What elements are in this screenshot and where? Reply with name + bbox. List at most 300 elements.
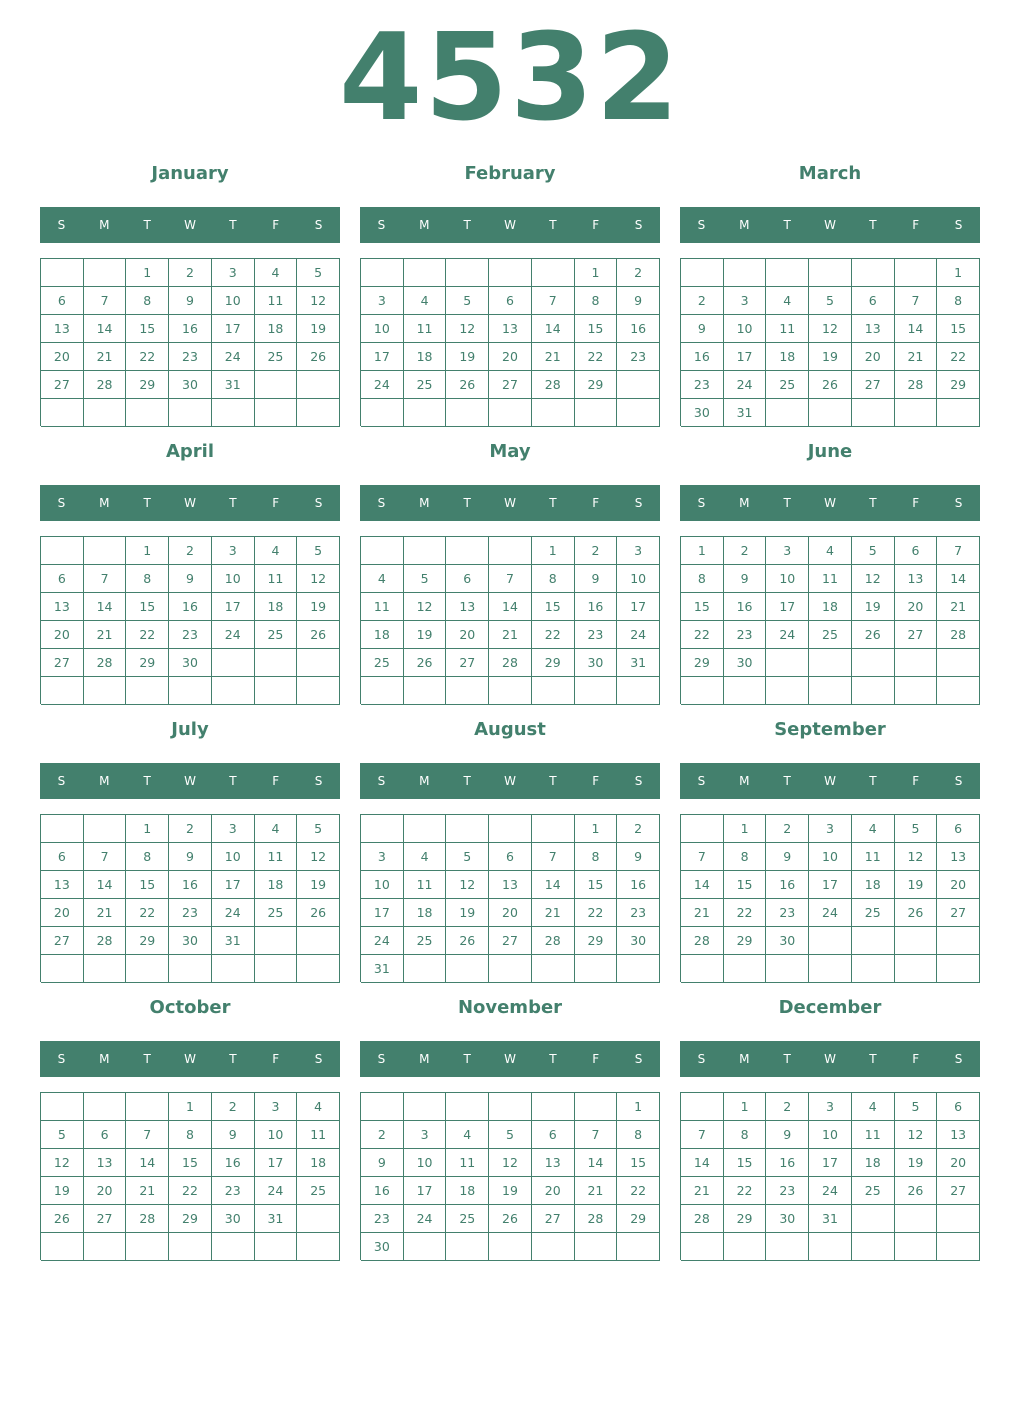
day-cell: 15 bbox=[575, 871, 618, 899]
empty-cell bbox=[681, 1093, 724, 1121]
weekday-label: S bbox=[697, 218, 706, 232]
empty-cell bbox=[937, 955, 980, 983]
empty-cell bbox=[84, 1233, 127, 1261]
weekday-label: M bbox=[99, 774, 110, 788]
empty-cell bbox=[809, 649, 852, 677]
empty-cell bbox=[255, 677, 298, 705]
empty-cell bbox=[212, 649, 255, 677]
day-cell: 22 bbox=[126, 343, 169, 371]
empty-cell bbox=[852, 677, 895, 705]
empty-cell bbox=[575, 1233, 618, 1261]
day-cell: 24 bbox=[766, 621, 809, 649]
month-name: September bbox=[774, 719, 886, 740]
day-cell: 28 bbox=[84, 649, 127, 677]
empty-cell bbox=[404, 815, 447, 843]
day-cell: 20 bbox=[41, 899, 84, 927]
day-cell: 27 bbox=[937, 1177, 980, 1205]
empty-cell bbox=[169, 1233, 212, 1261]
empty-cell bbox=[255, 371, 298, 399]
day-cell: 11 bbox=[852, 1121, 895, 1149]
day-cell: 10 bbox=[255, 1121, 298, 1149]
day-cell: 30 bbox=[575, 649, 618, 677]
day-cell: 1 bbox=[532, 537, 575, 565]
day-cell: 6 bbox=[41, 843, 84, 871]
day-cell: 18 bbox=[404, 343, 447, 371]
day-cell: 12 bbox=[852, 565, 895, 593]
day-cell: 11 bbox=[809, 565, 852, 593]
weekday-label: T bbox=[143, 1052, 151, 1066]
day-cell: 16 bbox=[766, 871, 809, 899]
day-cell: 26 bbox=[852, 621, 895, 649]
weekday-label: M bbox=[739, 218, 750, 232]
day-cell: 13 bbox=[532, 1149, 575, 1177]
day-cell: 20 bbox=[41, 621, 84, 649]
day-cell: 30 bbox=[212, 1205, 255, 1233]
day-cell: 3 bbox=[361, 287, 404, 315]
weekday-label: M bbox=[419, 774, 430, 788]
day-grid bbox=[360, 536, 660, 704]
day-cell: 19 bbox=[297, 315, 340, 343]
day-cell: 17 bbox=[255, 1149, 298, 1177]
day-cell: 16 bbox=[617, 315, 660, 343]
day-cell: 13 bbox=[84, 1149, 127, 1177]
day-cell: 24 bbox=[724, 371, 767, 399]
day-cell: 7 bbox=[126, 1121, 169, 1149]
day-cell: 26 bbox=[297, 343, 340, 371]
day-cell: 3 bbox=[255, 1093, 298, 1121]
day-cell: 10 bbox=[809, 843, 852, 871]
empty-cell bbox=[84, 1093, 127, 1121]
day-cell: 22 bbox=[724, 1177, 767, 1205]
day-cell: 22 bbox=[724, 899, 767, 927]
day-cell: 26 bbox=[446, 927, 489, 955]
day-cell: 9 bbox=[169, 565, 212, 593]
day-cell: 18 bbox=[297, 1149, 340, 1177]
day-cell: 20 bbox=[937, 871, 980, 899]
day-cell: 8 bbox=[575, 843, 618, 871]
day-cell: 28 bbox=[532, 927, 575, 955]
day-cell: 5 bbox=[895, 815, 938, 843]
empty-cell bbox=[724, 259, 767, 287]
weekday-label: W bbox=[184, 1052, 196, 1066]
day-cell: 13 bbox=[41, 593, 84, 621]
empty-cell bbox=[809, 927, 852, 955]
day-cell: 23 bbox=[212, 1177, 255, 1205]
day-cell: 5 bbox=[297, 815, 340, 843]
empty-cell bbox=[532, 677, 575, 705]
day-cell: 20 bbox=[532, 1177, 575, 1205]
day-cell: 25 bbox=[297, 1177, 340, 1205]
day-cell: 5 bbox=[809, 287, 852, 315]
day-cell: 21 bbox=[126, 1177, 169, 1205]
day-cell: 27 bbox=[41, 371, 84, 399]
day-cell: 13 bbox=[446, 593, 489, 621]
day-cell: 14 bbox=[84, 871, 127, 899]
weekday-label: W bbox=[824, 496, 836, 510]
empty-cell bbox=[489, 1233, 532, 1261]
weekday-label: S bbox=[634, 218, 643, 232]
day-cell: 5 bbox=[404, 565, 447, 593]
weekday-label: S bbox=[634, 496, 643, 510]
day-cell: 14 bbox=[937, 565, 980, 593]
day-cell: 17 bbox=[361, 899, 404, 927]
day-cell: 10 bbox=[212, 287, 255, 315]
day-cell: 11 bbox=[852, 843, 895, 871]
empty-cell bbox=[489, 955, 532, 983]
empty-cell bbox=[255, 649, 298, 677]
day-cell: 6 bbox=[84, 1121, 127, 1149]
day-cell: 29 bbox=[169, 1205, 212, 1233]
day-cell: 7 bbox=[532, 843, 575, 871]
month-name: April bbox=[165, 441, 215, 462]
empty-cell bbox=[446, 1233, 489, 1261]
day-cell: 21 bbox=[681, 1177, 724, 1205]
day-cell: 2 bbox=[169, 537, 212, 565]
empty-cell bbox=[361, 677, 404, 705]
day-cell: 21 bbox=[532, 343, 575, 371]
day-cell: 8 bbox=[937, 287, 980, 315]
day-cell: 16 bbox=[766, 1149, 809, 1177]
empty-cell bbox=[766, 399, 809, 427]
month-name: October bbox=[149, 997, 231, 1018]
empty-cell bbox=[361, 537, 404, 565]
empty-cell bbox=[809, 677, 852, 705]
day-cell: 21 bbox=[84, 343, 127, 371]
empty-cell bbox=[895, 677, 938, 705]
day-cell: 20 bbox=[41, 343, 84, 371]
day-cell: 10 bbox=[724, 315, 767, 343]
day-cell: 28 bbox=[489, 649, 532, 677]
day-cell: 23 bbox=[617, 343, 660, 371]
day-cell: 10 bbox=[361, 871, 404, 899]
day-cell: 14 bbox=[84, 315, 127, 343]
day-cell: 30 bbox=[617, 927, 660, 955]
weekday-label: S bbox=[57, 496, 66, 510]
weekday-label: W bbox=[184, 774, 196, 788]
weekday-label: S bbox=[954, 774, 963, 788]
weekday-label: T bbox=[783, 1052, 791, 1066]
day-cell: 4 bbox=[852, 815, 895, 843]
day-cell: 28 bbox=[532, 371, 575, 399]
day-cell: 17 bbox=[809, 1149, 852, 1177]
day-cell: 19 bbox=[297, 871, 340, 899]
weekday-label: W bbox=[504, 774, 516, 788]
day-cell: 10 bbox=[809, 1121, 852, 1149]
day-cell: 21 bbox=[489, 621, 532, 649]
empty-cell bbox=[404, 677, 447, 705]
weekday-label: S bbox=[377, 774, 386, 788]
day-cell: 3 bbox=[766, 537, 809, 565]
empty-cell bbox=[169, 677, 212, 705]
day-cell: 12 bbox=[489, 1149, 532, 1177]
empty-cell bbox=[41, 1093, 84, 1121]
weekday-header bbox=[360, 485, 660, 521]
weekday-label: T bbox=[463, 496, 471, 510]
day-cell: 16 bbox=[681, 343, 724, 371]
day-grid bbox=[680, 536, 980, 704]
day-cell: 31 bbox=[617, 649, 660, 677]
day-cell: 24 bbox=[212, 343, 255, 371]
day-cell: 23 bbox=[361, 1205, 404, 1233]
weekday-label: W bbox=[504, 496, 516, 510]
day-cell: 1 bbox=[575, 259, 618, 287]
day-cell: 7 bbox=[681, 843, 724, 871]
day-cell: 27 bbox=[489, 927, 532, 955]
day-cell: 7 bbox=[937, 537, 980, 565]
day-grid bbox=[680, 814, 980, 982]
day-cell: 25 bbox=[404, 371, 447, 399]
empty-cell bbox=[809, 1233, 852, 1261]
weekday-label: T bbox=[549, 774, 557, 788]
day-cell: 16 bbox=[575, 593, 618, 621]
weekday-header bbox=[40, 207, 340, 243]
empty-cell bbox=[41, 955, 84, 983]
day-cell: 17 bbox=[809, 871, 852, 899]
day-cell: 20 bbox=[489, 899, 532, 927]
day-cell: 22 bbox=[575, 899, 618, 927]
day-cell: 12 bbox=[895, 1121, 938, 1149]
month-name: November bbox=[457, 997, 563, 1018]
weekday-label: W bbox=[824, 218, 836, 232]
empty-cell bbox=[617, 677, 660, 705]
weekday-label: M bbox=[99, 1052, 110, 1066]
empty-cell bbox=[766, 1233, 809, 1261]
day-cell: 23 bbox=[617, 899, 660, 927]
day-cell: 28 bbox=[575, 1205, 618, 1233]
day-cell: 6 bbox=[895, 537, 938, 565]
empty-cell bbox=[895, 399, 938, 427]
day-cell: 12 bbox=[297, 287, 340, 315]
day-cell: 10 bbox=[617, 565, 660, 593]
empty-cell bbox=[41, 677, 84, 705]
empty-cell bbox=[852, 1233, 895, 1261]
day-cell: 9 bbox=[617, 287, 660, 315]
day-cell: 21 bbox=[84, 621, 127, 649]
day-cell: 1 bbox=[937, 259, 980, 287]
day-cell: 2 bbox=[361, 1121, 404, 1149]
day-cell: 3 bbox=[617, 537, 660, 565]
weekday-label: T bbox=[143, 496, 151, 510]
empty-cell bbox=[84, 399, 127, 427]
day-cell: 5 bbox=[297, 537, 340, 565]
day-cell: 29 bbox=[724, 927, 767, 955]
weekday-label: M bbox=[739, 774, 750, 788]
day-cell: 26 bbox=[895, 1177, 938, 1205]
weekday-label: S bbox=[954, 218, 963, 232]
empty-cell bbox=[255, 399, 298, 427]
day-cell: 16 bbox=[169, 593, 212, 621]
day-cell: 2 bbox=[169, 815, 212, 843]
day-cell: 22 bbox=[575, 343, 618, 371]
day-cell: 24 bbox=[617, 621, 660, 649]
day-cell: 31 bbox=[255, 1205, 298, 1233]
day-cell: 19 bbox=[446, 343, 489, 371]
day-cell: 19 bbox=[895, 871, 938, 899]
day-cell: 9 bbox=[361, 1149, 404, 1177]
day-cell: 24 bbox=[404, 1205, 447, 1233]
day-cell: 29 bbox=[681, 649, 724, 677]
empty-cell bbox=[446, 537, 489, 565]
empty-cell bbox=[937, 677, 980, 705]
empty-cell bbox=[681, 955, 724, 983]
day-cell: 4 bbox=[255, 259, 298, 287]
weekday-label: T bbox=[463, 218, 471, 232]
day-cell: 11 bbox=[404, 315, 447, 343]
weekday-label: F bbox=[592, 774, 600, 788]
empty-cell bbox=[809, 955, 852, 983]
day-cell: 7 bbox=[84, 565, 127, 593]
day-cell: 15 bbox=[681, 593, 724, 621]
weekday-label: F bbox=[912, 774, 920, 788]
day-cell: 18 bbox=[404, 899, 447, 927]
empty-cell bbox=[212, 955, 255, 983]
empty-cell bbox=[404, 259, 447, 287]
day-cell: 8 bbox=[681, 565, 724, 593]
day-cell: 15 bbox=[937, 315, 980, 343]
weekday-header bbox=[360, 763, 660, 799]
empty-cell bbox=[895, 1205, 938, 1233]
day-cell: 17 bbox=[212, 315, 255, 343]
day-cell: 23 bbox=[575, 621, 618, 649]
empty-cell bbox=[169, 399, 212, 427]
day-cell: 25 bbox=[255, 899, 298, 927]
day-cell: 14 bbox=[532, 315, 575, 343]
weekday-header bbox=[680, 763, 980, 799]
weekday-label: M bbox=[419, 1052, 430, 1066]
day-cell: 6 bbox=[937, 1093, 980, 1121]
day-cell: 11 bbox=[297, 1121, 340, 1149]
month-name: January bbox=[151, 163, 229, 184]
day-cell: 21 bbox=[937, 593, 980, 621]
empty-cell bbox=[724, 955, 767, 983]
day-cell: 3 bbox=[212, 815, 255, 843]
day-cell: 6 bbox=[446, 565, 489, 593]
empty-cell bbox=[126, 1233, 169, 1261]
day-cell: 7 bbox=[84, 287, 127, 315]
day-cell: 26 bbox=[404, 649, 447, 677]
day-cell: 1 bbox=[681, 537, 724, 565]
day-cell: 29 bbox=[532, 649, 575, 677]
day-cell: 11 bbox=[255, 287, 298, 315]
empty-cell bbox=[126, 955, 169, 983]
day-cell: 30 bbox=[169, 927, 212, 955]
day-cell: 30 bbox=[681, 399, 724, 427]
empty-cell bbox=[532, 1233, 575, 1261]
day-cell: 3 bbox=[212, 537, 255, 565]
day-cell: 28 bbox=[681, 1205, 724, 1233]
day-cell: 2 bbox=[617, 259, 660, 287]
empty-cell bbox=[575, 399, 618, 427]
day-cell: 29 bbox=[937, 371, 980, 399]
empty-cell bbox=[766, 677, 809, 705]
day-cell: 8 bbox=[724, 843, 767, 871]
day-cell: 20 bbox=[84, 1177, 127, 1205]
day-cell: 5 bbox=[446, 843, 489, 871]
empty-cell bbox=[297, 927, 340, 955]
day-cell: 26 bbox=[895, 899, 938, 927]
day-cell: 13 bbox=[852, 315, 895, 343]
day-cell: 22 bbox=[532, 621, 575, 649]
weekday-header bbox=[680, 485, 980, 521]
day-cell: 25 bbox=[361, 649, 404, 677]
empty-cell bbox=[361, 815, 404, 843]
empty-cell bbox=[532, 259, 575, 287]
day-cell: 17 bbox=[212, 871, 255, 899]
empty-cell bbox=[212, 399, 255, 427]
day-cell: 24 bbox=[212, 899, 255, 927]
day-cell: 16 bbox=[724, 593, 767, 621]
weekday-label: S bbox=[314, 1052, 323, 1066]
day-cell: 11 bbox=[766, 315, 809, 343]
empty-cell bbox=[617, 1233, 660, 1261]
day-cell: 15 bbox=[126, 593, 169, 621]
day-cell: 22 bbox=[126, 621, 169, 649]
empty-cell bbox=[84, 677, 127, 705]
day-cell: 27 bbox=[937, 899, 980, 927]
day-cell: 31 bbox=[212, 371, 255, 399]
day-cell: 1 bbox=[575, 815, 618, 843]
empty-cell bbox=[41, 399, 84, 427]
day-cell: 31 bbox=[212, 927, 255, 955]
day-cell: 14 bbox=[84, 593, 127, 621]
day-cell: 14 bbox=[575, 1149, 618, 1177]
weekday-label: W bbox=[504, 218, 516, 232]
day-cell: 22 bbox=[126, 899, 169, 927]
day-cell: 16 bbox=[617, 871, 660, 899]
weekday-header bbox=[360, 1041, 660, 1077]
weekday-label: M bbox=[739, 1052, 750, 1066]
day-cell: 25 bbox=[446, 1205, 489, 1233]
weekday-label: T bbox=[869, 774, 877, 788]
empty-cell bbox=[575, 955, 618, 983]
weekday-label: T bbox=[143, 218, 151, 232]
day-cell: 3 bbox=[212, 259, 255, 287]
empty-cell bbox=[681, 259, 724, 287]
day-cell: 5 bbox=[297, 259, 340, 287]
day-cell: 17 bbox=[404, 1177, 447, 1205]
day-cell: 7 bbox=[489, 565, 532, 593]
empty-cell bbox=[617, 399, 660, 427]
day-cell: 17 bbox=[617, 593, 660, 621]
weekday-label: T bbox=[869, 1052, 877, 1066]
empty-cell bbox=[575, 1093, 618, 1121]
month-name: May bbox=[489, 441, 531, 462]
day-cell: 9 bbox=[766, 1121, 809, 1149]
empty-cell bbox=[84, 815, 127, 843]
day-cell: 9 bbox=[681, 315, 724, 343]
month-name: July bbox=[171, 719, 209, 740]
weekday-header bbox=[680, 1041, 980, 1077]
day-cell: 1 bbox=[617, 1093, 660, 1121]
day-cell: 1 bbox=[724, 815, 767, 843]
day-cell: 8 bbox=[126, 843, 169, 871]
day-cell: 27 bbox=[489, 371, 532, 399]
empty-cell bbox=[297, 371, 340, 399]
empty-cell bbox=[532, 1093, 575, 1121]
day-cell: 11 bbox=[255, 843, 298, 871]
day-cell: 27 bbox=[41, 649, 84, 677]
day-cell: 26 bbox=[297, 621, 340, 649]
day-cell: 13 bbox=[895, 565, 938, 593]
day-cell: 11 bbox=[404, 871, 447, 899]
weekday-header bbox=[680, 207, 980, 243]
empty-cell bbox=[446, 815, 489, 843]
day-cell: 24 bbox=[809, 899, 852, 927]
day-cell: 5 bbox=[41, 1121, 84, 1149]
day-cell: 14 bbox=[895, 315, 938, 343]
day-cell: 11 bbox=[255, 565, 298, 593]
empty-cell bbox=[766, 259, 809, 287]
